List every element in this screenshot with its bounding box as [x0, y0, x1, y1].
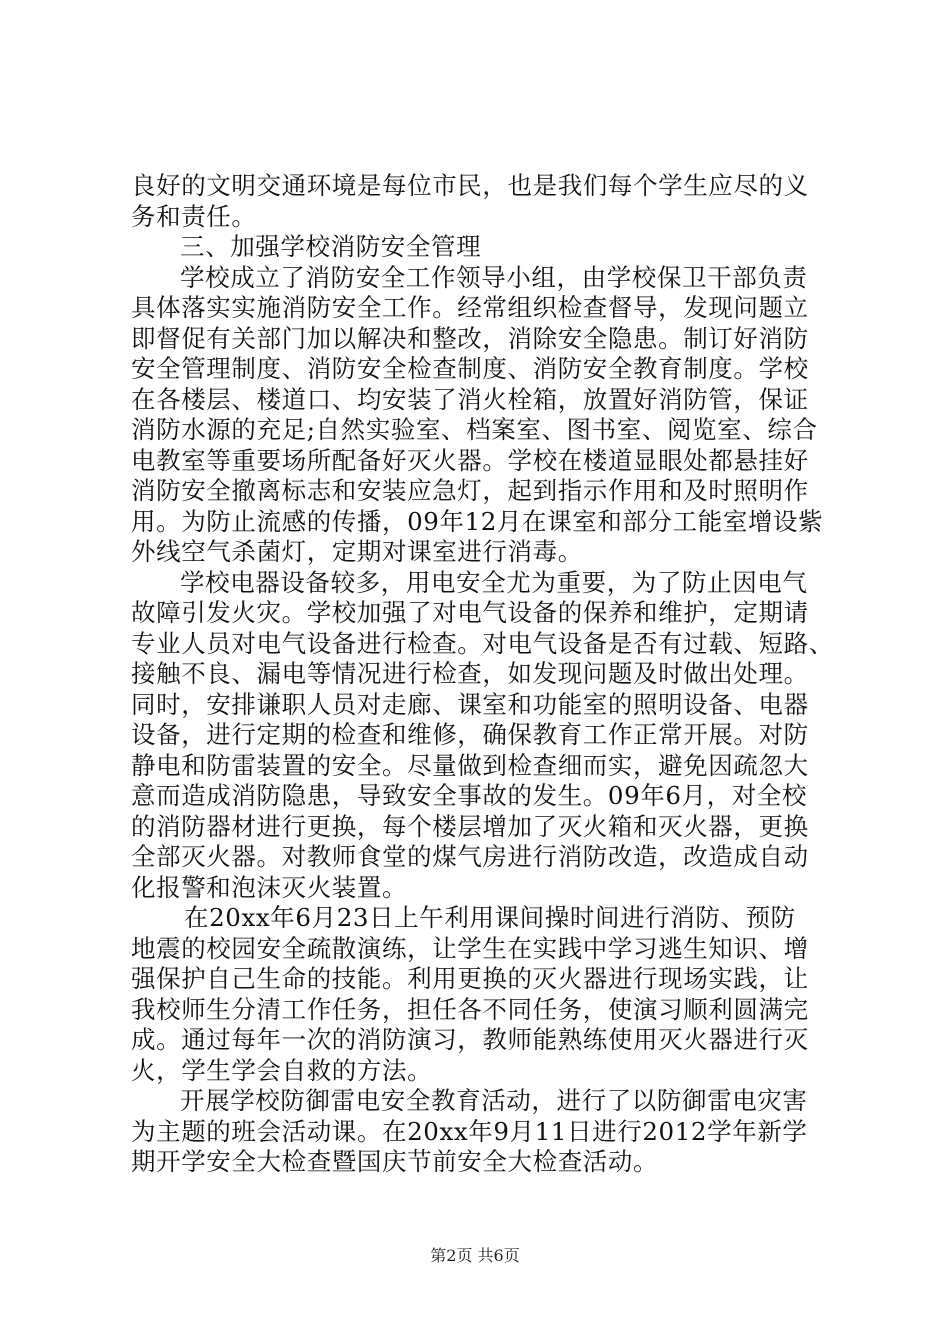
text-line: 化报警和泡沫灭火装置。: [131, 872, 408, 902]
text-line: 的消防器材进行更换，每个楼层增加了灭火箱和灭火器，更换: [131, 811, 809, 841]
text-line: 同时，安排谦职人员对走廊、课室和功能室的照明设备、电器: [131, 689, 809, 719]
text-line: 地震的校园安全疏散演练，让学生在实践中学习逃生知识、增: [131, 933, 809, 963]
text-line: 强保护自己生命的技能。利用更换的灭火器进行现场实践，让: [131, 964, 809, 993]
text-line: 电教室等重要场所配备好灭火器。学校在楼道显眼处都悬挂好: [131, 445, 809, 475]
text-line: 接触不良、漏电等情况进行检查，如发现问题及时做出处理。: [131, 659, 809, 688]
text-line: 在20xx年6月23日上午利用课间操时间进行消防、预防: [184, 903, 796, 932]
text-line: 消防水源的充足;自然实验室、档案室、图书室、阅览室、综合: [131, 415, 818, 444]
text-line: 良好的文明交通环境是每位市民，也是我们每个学生应尽的义: [131, 171, 809, 200]
text-line: 用。为防止流感的传播，09年12月在课室和部分工能室增设紫: [131, 506, 824, 536]
text-line: 开展学校防御雷电安全教育活动，进行了以防御雷电灾害: [180, 1086, 808, 1115]
text-line: 静电和防雷装置的安全。尽量做到检查细而实，避免因疏忽大: [131, 750, 809, 780]
text-line: 意而造成消防隐患，导致安全事故的发生。09年6月，对全校: [131, 781, 808, 810]
text-line: 务和责任。: [131, 201, 257, 231]
text-line: 故障引发火灾。学校加强了对电气设备的保养和维护，定期请: [131, 598, 809, 627]
text-line: 火，学生学会自救的方法。: [131, 1055, 433, 1085]
text-line: 学校成立了消防安全工作领导小组，由学校保卫干部负责: [180, 262, 808, 292]
page-number-footer: 第2页 共6页: [430, 1246, 520, 1265]
text-line: 全部灭火器。对教师食堂的煤气房进行消防改造，改造成自动: [131, 842, 809, 871]
text-line: 期开学安全大检查暨国庆节前安全大检查活动。: [131, 1147, 659, 1176]
text-line: 安全管理制度、消防安全检查制度、消防安全教育制度。学校: [131, 354, 809, 383]
text-line: 学校电器设备较多，用电安全尤为重要，为了防止因电气: [180, 567, 808, 597]
text-line: 在各楼层、楼道口、均安装了消火栓箱，放置好消防管，保证: [131, 384, 809, 414]
text-line: 我校师生分清工作任务，担任各不同任务，使演习顺利圆满完: [131, 994, 809, 1024]
text-line: 具体落实实施消防安全工作。经常组织检查督导，发现问题立: [131, 293, 809, 322]
text-line: 即督促有关部门加以解决和整改，消除安全隐患。制订好消防: [131, 323, 809, 353]
text-line: 外线空气杀菌灯，定期对课室进行消毒。: [131, 537, 583, 566]
section-heading: 三、加强学校消防安全管理: [180, 232, 482, 261]
text-line: 成。通过每年一次的消防演习，教师能熟练使用灭火器进行灭: [131, 1025, 809, 1054]
text-line: 设备，进行定期的检查和维修，确保教育工作正常开展。对防: [131, 720, 809, 749]
text-line: 专业人员对电气设备进行检查。对电气设备是否有过载、短路、: [131, 628, 834, 658]
text-line: 为主题的班会活动课。在20xx年9月11日进行2012学年新学: [131, 1116, 808, 1146]
text-line: 消防安全撤离标志和安装应急灯，起到指示作用和及时照明作: [131, 476, 809, 505]
